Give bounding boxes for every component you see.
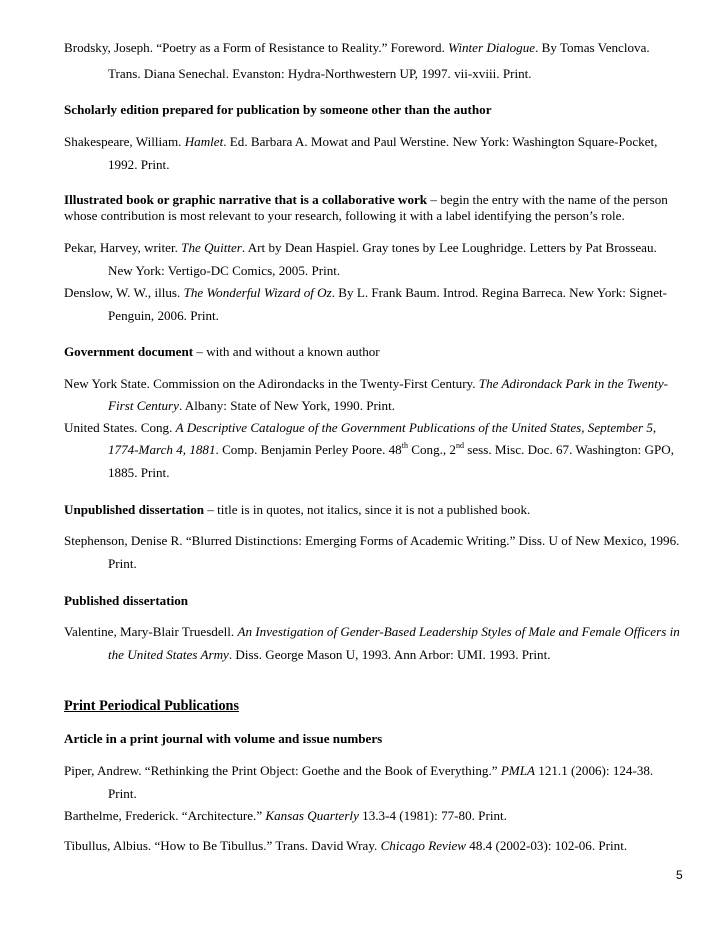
ordinal-suffix: nd bbox=[455, 440, 464, 450]
citation-denslow bbox=[64, 285, 667, 301]
citation-title: Winter Dialogue bbox=[448, 40, 536, 55]
heading-published-dissertation: Published dissertation bbox=[64, 593, 189, 608]
citation-text: Barthelme, Frederick. “Architecture.” bbox=[64, 808, 266, 823]
citation-text: Brodsky, Joseph. “Poetry as a Form of Resistance to Reality.” Foreword. bbox=[64, 40, 449, 55]
citation-text: . Comp. Benjamin Perley Poore. 48 bbox=[215, 442, 402, 457]
citation-text: . By L. Frank Baum. Introd. Regina Barreca. New York: Signet- bbox=[331, 285, 668, 300]
citation-denslow-continued: Penguin, 2006. Print. bbox=[108, 308, 219, 323]
heading-bold: Unpublished dissertation bbox=[64, 502, 205, 517]
citation-text: Tibullus, Albius. “How to Be Tibullus.” Trans. David Wray. bbox=[64, 838, 381, 853]
citation-stephenson-continued: Print. bbox=[108, 556, 137, 571]
ordinal-suffix: th bbox=[401, 440, 408, 450]
heading-note: – begin the entry with the name of the person bbox=[427, 192, 668, 207]
section-title-periodicals: Print Periodical Publications bbox=[64, 698, 239, 714]
citation-piper-continued: Print. bbox=[108, 786, 137, 801]
citation-pekar bbox=[64, 240, 657, 256]
heading-note: – with and without a known author bbox=[193, 344, 380, 359]
citation-shakespeare-continued: 1992. Print. bbox=[108, 157, 170, 172]
citation-title: the United States Army bbox=[108, 647, 229, 662]
citation-title: PMLA bbox=[500, 763, 535, 778]
citation-text: 121.1 (2006): 124-38. bbox=[535, 763, 654, 778]
citation-title: Kansas Quarterly bbox=[265, 808, 359, 823]
citation-text: Denslow, W. W., illus. bbox=[64, 285, 184, 300]
heading-bold: Illustrated book or graphic narrative that is a collaborative work bbox=[64, 192, 428, 207]
citation-text: Piper, Andrew. “Rethinking the Print Object: Goethe and the Book of Everything.” bbox=[64, 763, 501, 778]
citation-shakespeare bbox=[64, 134, 657, 150]
citation-stephenson: Stephenson, Denise R. “Blurred Distinctions: Emerging Forms of Academic Writing.” Diss. U of New Mexico, 1996. bbox=[64, 533, 680, 548]
citation-uscong-continued bbox=[108, 442, 674, 458]
citation-nystate-continued bbox=[108, 398, 395, 414]
citation-text: . By Tomas Venclova. bbox=[535, 40, 650, 55]
citation-uscong-continued-2: 1885. Print. bbox=[108, 465, 170, 480]
citation-brodsky-continued: Trans. Diana Senechal. Evanston: Hydra-Northwestern UP, 1997. vii-xviii. Print. bbox=[108, 66, 532, 81]
heading-unpublished-dissertation bbox=[64, 502, 530, 518]
citation-brodsky bbox=[64, 40, 650, 56]
citation-title: An Investigation of Gender-Based Leadership Styles of Male and Female Officers in bbox=[237, 624, 680, 639]
citation-title: A Descriptive Catalogue of the Government Publications of the United States, September 5, bbox=[175, 420, 657, 435]
heading-article-print-journal: Article in a print journal with volume and issue numbers bbox=[64, 731, 383, 746]
citation-title: The Adirondack Park in the Twenty- bbox=[478, 376, 669, 391]
citation-title: First Century bbox=[108, 398, 179, 413]
heading-government-document bbox=[64, 344, 380, 360]
citation-text: Valentine, Mary-Blair Truesdell. bbox=[64, 624, 238, 639]
citation-text: Pekar, Harvey, writer. bbox=[64, 240, 182, 255]
heading-note: – title is in quotes, not italics, since it is not a published book. bbox=[204, 502, 531, 517]
citation-title: The Wonderful Wizard of Oz bbox=[183, 285, 332, 300]
citation-text: . Ed. Barbara A. Mowat and Paul Werstine. New York: Washington Square-Pocket, bbox=[223, 134, 658, 149]
citation-nystate bbox=[64, 376, 668, 392]
citation-valentine bbox=[64, 624, 680, 640]
citation-uscong bbox=[64, 420, 656, 436]
citation-title: Chicago Review bbox=[380, 838, 467, 853]
citation-text: . Diss. George Mason U, 1993. Ann Arbor: UMI. 1993. Print. bbox=[228, 647, 551, 662]
heading-scholarly-edition: Scholarly edition prepared for publication by someone other than the author bbox=[64, 102, 492, 117]
citation-text: sess. Misc. Doc. 67. Washington: GPO, bbox=[463, 442, 675, 457]
citation-text: New York State. Commission on the Adirondacks in the Twenty-First Century. bbox=[64, 376, 479, 391]
page-number: 5 bbox=[676, 868, 683, 882]
citation-text: Shakespeare, William. bbox=[64, 134, 185, 149]
citation-tibullus bbox=[64, 838, 627, 854]
citation-title: The Quitter bbox=[181, 240, 242, 255]
heading-bold: Government document bbox=[64, 344, 194, 359]
citation-text: . Albany: State of New York, 1990. Print. bbox=[178, 398, 395, 413]
citation-text: . Art by Dean Haspiel. Gray tones by Lee Loughridge. Letters by Pat Brosseau. bbox=[241, 240, 657, 255]
citation-pekar-continued: New York: Vertigo-DC Comics, 2005. Print. bbox=[108, 263, 341, 278]
citation-title: 1774-March 4, 1881 bbox=[108, 442, 216, 457]
citation-text: Cong., 2 bbox=[407, 442, 456, 457]
heading-illustrated-book-line2: whose contribution is most relevant to your research, following it with a label identifying the person’s role. bbox=[64, 208, 625, 223]
citation-valentine-continued bbox=[108, 647, 551, 663]
citation-piper bbox=[64, 763, 653, 779]
citation-text: 13.3-4 (1981): 77-80. Print. bbox=[358, 808, 507, 823]
citation-barthelme bbox=[64, 808, 507, 824]
heading-illustrated-book bbox=[64, 192, 668, 208]
citation-title: Hamlet bbox=[184, 134, 224, 149]
citation-text: United States. Cong. bbox=[64, 420, 176, 435]
citation-text: 48.4 (2002-03): 102-06. Print. bbox=[466, 838, 628, 853]
